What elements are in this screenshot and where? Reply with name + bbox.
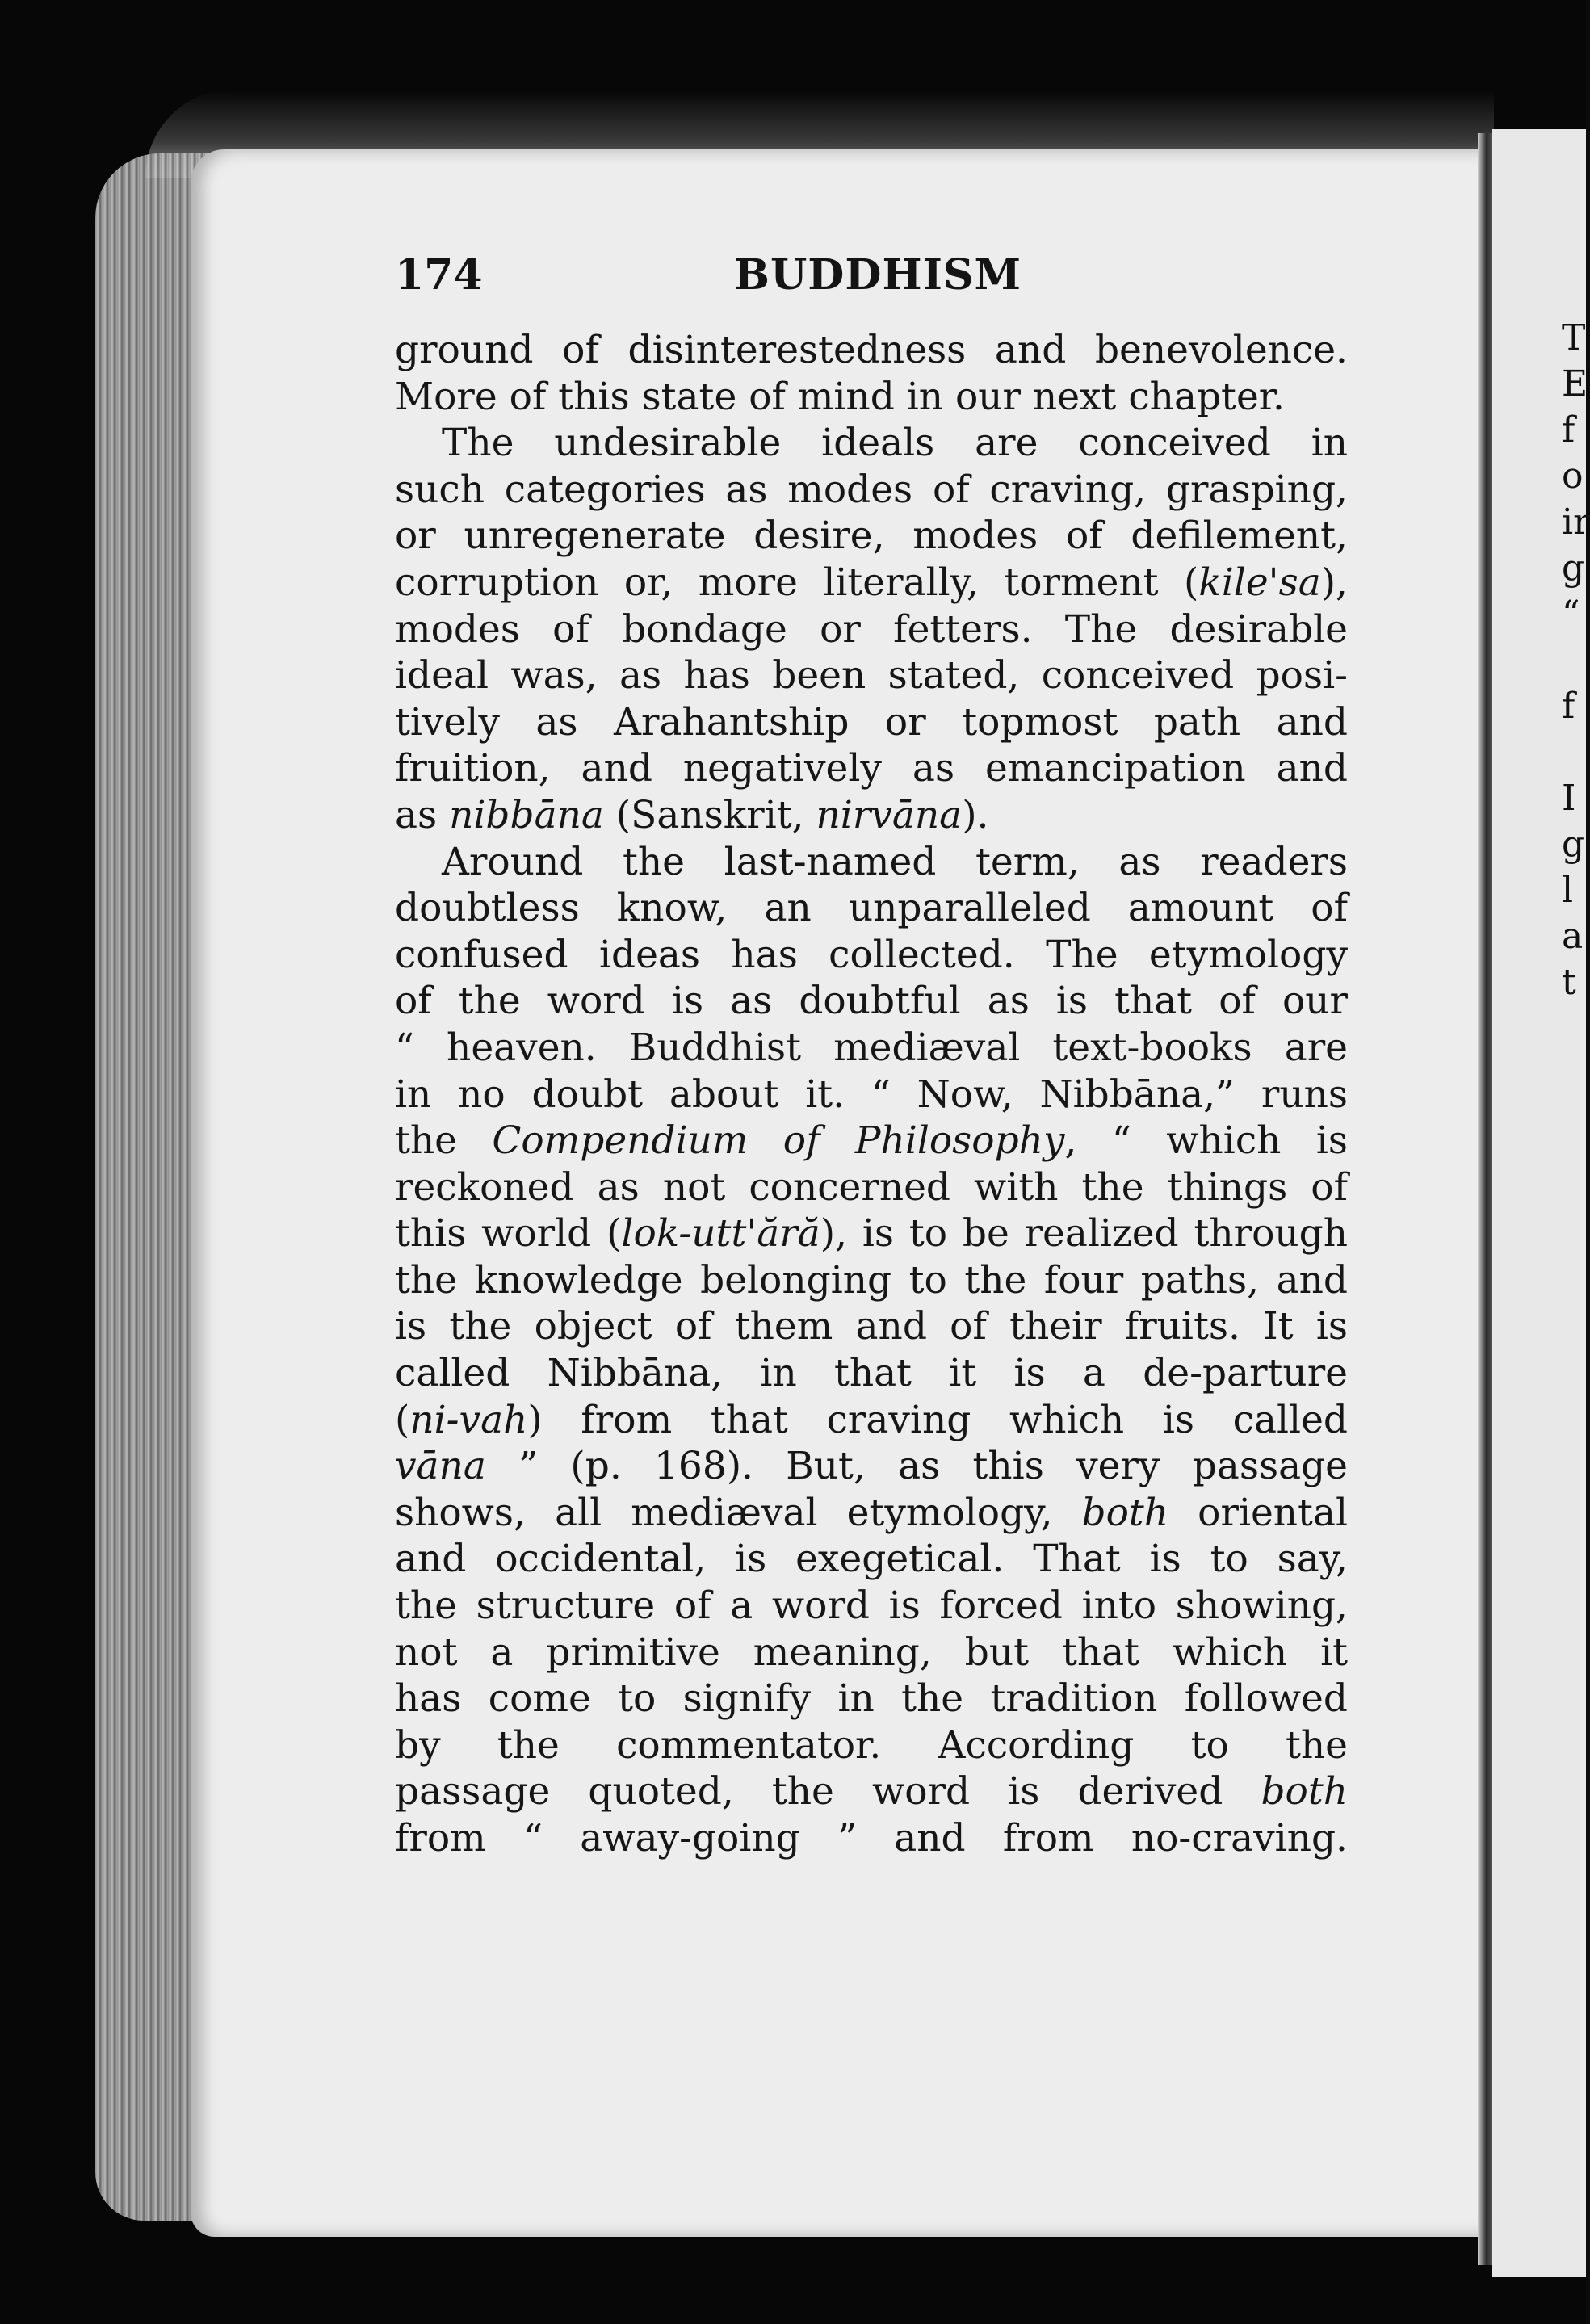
- facing-page-fragment: a: [1562, 916, 1584, 957]
- text-line: in no doubt about it. “ Now, Nibbāna,” runs: [395, 1072, 1348, 1117]
- facing-page-fragment: g: [1562, 824, 1585, 865]
- facing-page: [1492, 129, 1590, 2277]
- text-line: has come to signify in the tradition followed: [395, 1676, 1348, 1722]
- facing-page-fragment: T: [1562, 317, 1586, 359]
- facing-page-fragment: [1562, 1051, 1590, 1097]
- facing-page-fragment: ir: [1562, 501, 1590, 543]
- facing-page-fragment: t: [1562, 962, 1576, 1003]
- text-line: passage quoted, the word is derived both: [395, 1769, 1348, 1814]
- text-line: not a primitive meaning, but that which it: [395, 1630, 1348, 1675]
- text-line: modes of bondage or fetters. The desirable: [395, 606, 1348, 652]
- facing-page-fragment: g: [1562, 547, 1585, 589]
- facing-page-fragment: “: [1562, 594, 1580, 635]
- facing-page-fragment: [1562, 1143, 1590, 1189]
- page-number: 174: [395, 250, 483, 300]
- facing-page-fragment: f: [1562, 686, 1575, 727]
- text-line: fruition, and negatively as emancipation and: [395, 746, 1348, 791]
- text-line: ideal was, as has been stated, conceived posi-: [395, 653, 1348, 698]
- facing-page-fragment: I: [1562, 778, 1576, 819]
- facing-page-fragment: [1562, 729, 1590, 775]
- text-line: and occidental, is exegetical. That is to say,: [395, 1537, 1348, 1582]
- facing-page-fragment: o: [1562, 455, 1584, 497]
- text-line: ground of disinterestedness and benevolence.: [395, 328, 1348, 372]
- text-line: reckoned as not concerned with the things of: [395, 1164, 1348, 1210]
- facing-page-letters: [1562, 315, 1590, 1189]
- text-line: or unregenerate desire, modes of defilement,: [395, 514, 1348, 559]
- text-line: tively as Arahantship or topmost path and: [395, 699, 1348, 745]
- text-line: confused ideas has collected. The etymology: [395, 932, 1348, 977]
- facing-page-fragment: l: [1562, 870, 1574, 911]
- text-line: from “ away-going ” and from no-craving.: [395, 1816, 1348, 1860]
- body-text: [395, 327, 1348, 1862]
- text-line: (ni-vah) from that craving which is called: [395, 1397, 1348, 1442]
- text-line: such categories as modes of craving, grasping,: [395, 467, 1348, 512]
- book-gutter: [1478, 133, 1492, 2265]
- text-line: “ heaven. Buddhist mediæval text-books are: [395, 1025, 1348, 1070]
- text-line: the Compendium of Philosophy, “ which is: [395, 1118, 1348, 1164]
- running-head: [395, 242, 1348, 307]
- text-line: this world (lok-utt'ără), is to be realized through: [395, 1211, 1348, 1256]
- text-line: as nibbāna (Sanskrit, nirvāna).: [395, 792, 989, 837]
- text-line: the knowledge belonging to the four paths, and: [395, 1257, 1348, 1303]
- text-line: of the word is as doubtful as is that of our: [395, 979, 1348, 1024]
- text-line: Around the last-named term, as readers: [442, 839, 1348, 884]
- text-line: vāna ” (p. 168). But, as this very passage: [395, 1444, 1348, 1489]
- text-line: the structure of a word is forced into showing,: [395, 1584, 1348, 1629]
- facing-page-fragment: [1562, 1005, 1590, 1051]
- text-line: More of this state of mind in our next chapter.: [395, 374, 1285, 419]
- text-line: by the commentator. According to the: [395, 1722, 1348, 1768]
- text-line: The undesirable ideals are conceived in: [442, 421, 1348, 466]
- facing-page-fragment: E: [1562, 363, 1588, 405]
- text-line: is the object of them and of their fruits. It is: [395, 1304, 1348, 1349]
- text-line: doubtless know, an unparalleled amount of: [395, 886, 1348, 931]
- text-line: shows, all mediæval etymology, both oriental: [395, 1490, 1348, 1535]
- facing-page-fragment: [1562, 1097, 1590, 1143]
- text-line: called Nibbāna, in that it is a de-parture: [395, 1351, 1348, 1396]
- text-line: corruption or, more literally, torment (kile'sa),: [395, 560, 1348, 605]
- facing-page-fragment: [1562, 637, 1590, 683]
- facing-page-fragment: f: [1562, 409, 1575, 451]
- book-title: BUDDHISM: [734, 250, 1022, 300]
